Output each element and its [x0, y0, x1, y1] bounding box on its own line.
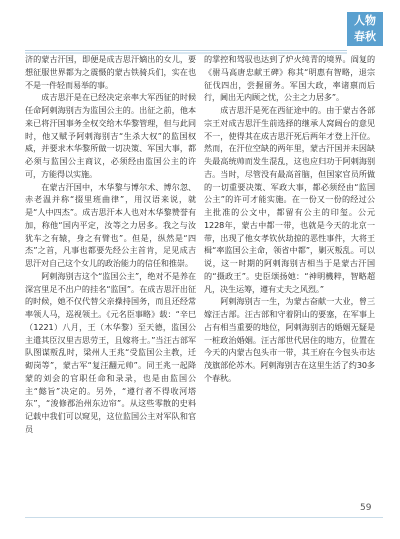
header-rule — [25, 50, 347, 51]
section-tag — [347, 12, 383, 46]
paragraph: 成吉思汗是死在西征途中的。由于蒙古各部宗王对成吉思汗生前选择的继承人窝阔台的意见不一，使得其在成吉思汗死后两年才登上汗位。然而，在汗位空缺的两年里，蒙古汗国并未因缺失最高统帅而发生混乱，这也应归功于阿剌海别吉。当时，尽管没有最高首脑，但国家官员所做的一切重要决策、军政大事，都必须经由“监国公主”的许可才能实施。在一份又一份的经过公主批准的公文中，都留有公主的印玺。公元1228年，蒙古中都一带，也就是今天的北京一带，出现了他女孝钦伙劫掠的恶性事件，大将王楫“率监国公主命，领省中都”，剿灭叛乱。可以说，这一时期的阿剌海别吉相当于是蒙古汗国的“摄政王”。史臣颂扬她：“神明機粹，智略超凡，决生运筹，遵有丈夫之风烈。” — [204, 105, 375, 294]
paragraph: 济的蒙古汗国，即便是成吉思汗嫡出的女儿，要想征服世界都为之震慑的蒙古铁骑兵们，实在也不是一件轻而易举的事。 — [25, 54, 196, 90]
right-column — [204, 53, 375, 385]
footer-rule — [25, 517, 383, 518]
left-column — [25, 53, 196, 436]
paragraph: 成吉思汗是在已经决定亲率大军西征的时候任命阿剌海别吉为监国公主的。出征之前，他本来已将汗国事务全权交给木华黎管理，但与此同时，他又赋予阿剌海别吉“生杀大权”的监国权威，并要求木华黎所做一切决策、军国大事，都必须与监国公主商议，必须经由监国公主的许可，方能得以实施。 — [25, 92, 196, 179]
section-tag-line2: 春秋 — [354, 30, 376, 43]
page-number: 59 — [360, 503, 372, 513]
section-tag-line1: 人物 — [354, 14, 376, 27]
page-header — [0, 14, 400, 44]
paragraph: 阿剌海别吉一生，为蒙古奋献一大业，曾三嫁汪古部。汪古部和守着阴山的要塞，在军事上占有相当重要的地位，阿剌海别吉的婚姻无疑是一桩政治婚姻。汪古部世代居住的地方，位置在今天的内蒙古包头市一带，其王府在今包头市达茂旗部伦苏木。阿剌海别吉在这里生活了约30多个春秋。 — [204, 296, 375, 383]
paragraph: 的掌控和驾驭也达到了炉火纯青的境界。阎复的《驸马高唐忠献王碑》称其“明惠有智略，退宗征伐四出，尝握留务。军国大政，率诸禀而后行，阃出无内顾之忧，公主之力居多”。 — [204, 54, 375, 103]
paragraph: 阿剌海别吉这个“监国公主”，绝对不是养在深宫里足不出户的挂名“监国”。在成吉思汗出征的时候，她不仅代替父亲操持国务，而且还经常率领人马，巡视领土。《元名臣事略》载：“辛巳（1221）八月，王（木华黎）至天德，监国公主遣其臣汉里吉思劳王，且嫁将士。”当汪古部军队图谋叛乱时，梁州人王兆“受监国公主教，迁砌岗等”，蒙古军“复汪翻元帅”。同王兆一起降蒙的刘会的官职任命和录录，也是由监国公主“懿旨”决定的。另外，“遵行者不得收河塔东”，“浚修郡治州东边帘”。从这些零散的史料记载中我们可以窥见，这位监国公主对军队和官员 — [25, 270, 196, 434]
paragraph: 在蒙古汗国中，木华黎与博尔术、博尔忽、赤老温并称“掇里班曲律”，用汉语来说，就是“人中四杰”。成吉思汗本人也对木华黎赞誉有加，称他“国内平定，汝等之力居多。我之与汝犹车之有辕，身之有臂也”。但是，纵然是“四杰”之首，凡事也都要先经公主首肯，足见成吉思汗对自己这个女儿的政治能力的信任和推崇。 — [25, 181, 196, 268]
